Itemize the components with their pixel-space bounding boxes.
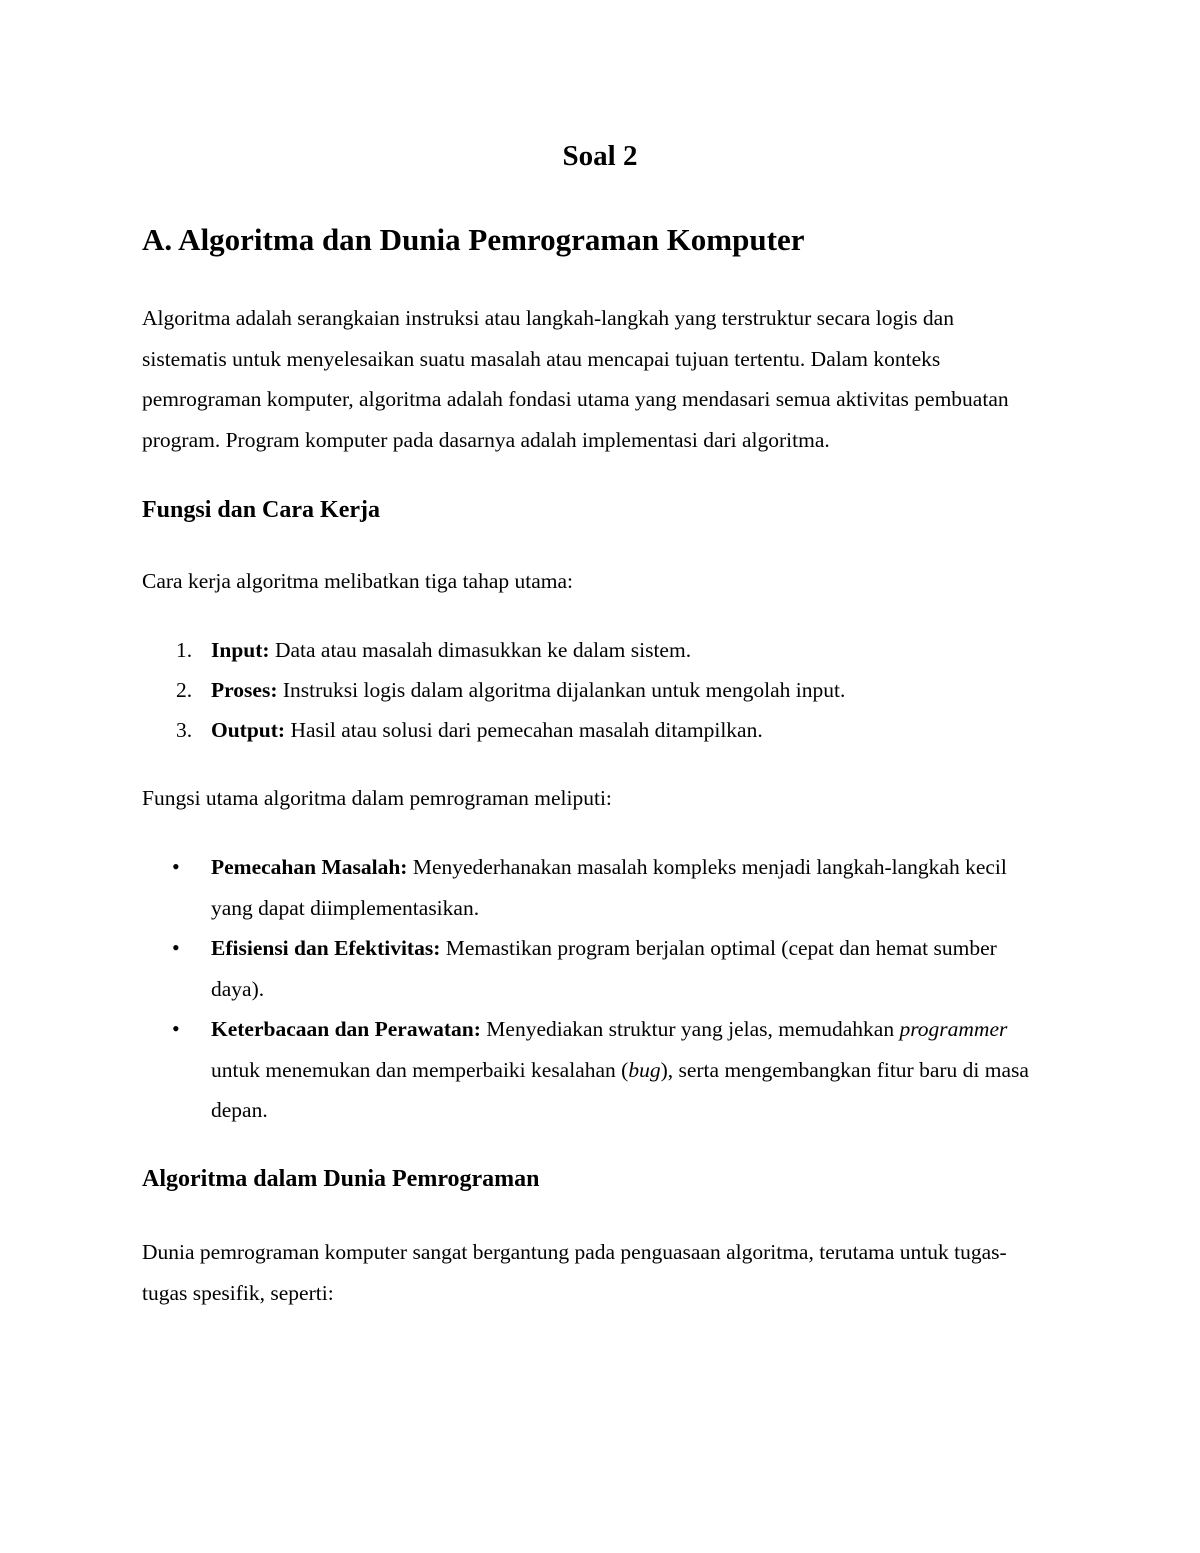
functions-intro: Fungsi utama algoritma dalam pemrograman meliputi: <box>142 786 612 810</box>
steps-intro: Cara kerja algoritma melibatkan tiga tahap utama: <box>142 569 574 593</box>
desc-keterbacaan-a: Menyediakan struktur yang jelas, memudahkan <box>480 1017 900 1041</box>
bullet-item-keterbacaan <box>142 1009 1042 1131</box>
desc-efisiensi: Memastikan program berjalan optimal (cepat dan hemat sumber daya). <box>211 936 997 1001</box>
bullet-icon: • <box>172 935 180 960</box>
desc-keterbacaan-c: ), serta mengembangkan fitur baru di masa depan. <box>211 1057 1029 1122</box>
term-keterbacaan: Keterbacaan dan Perawatan: <box>211 1017 481 1041</box>
bullet-item-efisiensi <box>142 928 1042 1009</box>
desc-proses: Instruksi logis dalam algoritma dijalankan untuk mengolah input. <box>277 678 846 702</box>
em-bug: bug <box>628 1057 661 1082</box>
intro-paragraph: Algoritma adalah serangkaian instruksi atau langkah-langkah yang terstruktur secara logis dan sistematis untuk menyelesaikan suatu masalah atau mencapai tujuan tertentu. Dalam konteks pemrograman komputer, algoritma adalah fondasi utama yang mendasari semua aktivitas pembuatan program. Program komputer pada dasarnya adalah implementasi dari algoritma. <box>142 306 1009 452</box>
list-number: 3. <box>176 718 193 742</box>
list-number: 2. <box>176 678 193 702</box>
desc-output: Hasil atau solusi dari pemecahan masalah ditampilkan. <box>285 718 763 742</box>
em-programmer: programmer <box>899 1017 1008 1041</box>
bullet-icon: • <box>172 1016 180 1041</box>
section2-paragraph: Dunia pemrograman komputer sangat bergantung pada penguasaan algoritma, terutama untuk tugas-tugas spesifik, seperti: <box>142 1240 1007 1305</box>
list-number: 1. <box>176 638 193 662</box>
subheading-fungsi-cara-kerja: Fungsi dan Cara Kerja <box>142 497 381 523</box>
term-pemecahan-masalah: Pemecahan Masalah: <box>211 855 408 879</box>
bullet-item-pemecahan-masalah <box>142 847 1042 928</box>
section-heading-a: A. Algoritma dan Dunia Pemrograman Komputer <box>142 222 805 257</box>
page-title: Soal 2 <box>562 140 638 172</box>
desc-input: Data atau masalah dimasukkan ke dalam sistem. <box>269 638 692 662</box>
term-proses: Proses: <box>211 678 278 702</box>
subheading-algoritma-dunia-pemrograman: Algoritma dalam Dunia Pemrograman <box>142 1166 540 1192</box>
list-item-proses <box>142 670 1042 711</box>
list-item-output <box>142 710 1042 751</box>
term-efisiensi: Efisiensi dan Efektivitas: <box>211 936 441 960</box>
term-output: Output: <box>211 718 286 742</box>
desc-pemecahan-masalah: Menyederhanakan masalah kompleks menjadi langkah-langkah kecil yang dapat diimplementasikan. <box>211 855 1007 920</box>
desc-keterbacaan-b: untuk menemukan dan memperbaiki kesalahan ( <box>211 1057 629 1082</box>
list-item-input <box>142 630 1042 671</box>
bullet-icon: • <box>172 854 180 879</box>
term-input: Input: <box>211 638 270 662</box>
